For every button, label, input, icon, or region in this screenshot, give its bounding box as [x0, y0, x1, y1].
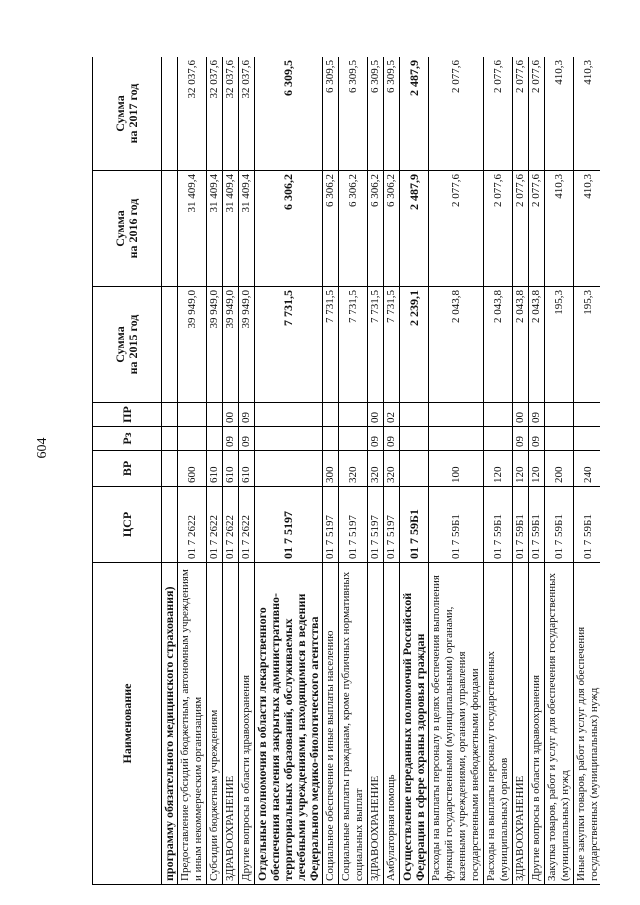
- cell-pr: 09: [529, 403, 545, 427]
- header-sum-2016-line1: Сумма: [113, 210, 127, 247]
- cell-pr: [429, 403, 484, 427]
- cell-sum-2017: 6 309,5: [323, 57, 339, 171]
- table-row: [339, 57, 368, 885]
- cell-sum-2017: 2 077,6: [429, 57, 484, 171]
- table-header-row: [93, 57, 162, 885]
- cell-sum-2016: 6 306,2: [255, 171, 323, 287]
- header-vr: ВР: [93, 451, 162, 487]
- cell-pr: 02: [384, 403, 400, 427]
- cell-sum-2015: 39 949,0: [239, 287, 255, 403]
- header-sum-2017-line2: на 2017 год: [126, 83, 140, 144]
- header-csr: ЦСР: [93, 487, 162, 563]
- cell-name: Субсидии бюджетным учреждениям: [207, 563, 223, 885]
- table-row: [255, 57, 323, 885]
- cell-name: Осуществление переданных полномочий Российской Федерации в сфере охраны здоровья граждан: [400, 563, 429, 885]
- cell-rz: 09: [239, 427, 255, 451]
- rotated-page-area: [92, 57, 600, 885]
- table-row: [400, 57, 429, 885]
- table-body: [162, 57, 601, 885]
- cell-csr: 01 7 2622: [207, 487, 223, 563]
- cell-csr: 01 7 5197: [339, 487, 368, 563]
- cell-name: ЗДРАВООХРАНЕНИЕ: [513, 563, 529, 885]
- cell-vr: 100: [429, 451, 484, 487]
- cell-pr: 00: [513, 403, 529, 427]
- cell-csr: 01 7 2622: [239, 487, 255, 563]
- cell-csr: 01 7 5197: [384, 487, 400, 563]
- cell-sum-2017: 6 309,5: [384, 57, 400, 171]
- cell-csr: 01 7 2622: [223, 487, 239, 563]
- cell-sum-2015: 7 731,5: [323, 287, 339, 403]
- cell-name: ЗДРАВООХРАНЕНИЕ: [223, 563, 239, 885]
- cell-name: Расходы на выплаты персоналу государственных (муниципальных) органов: [484, 563, 513, 885]
- cell-sum-2017: 410,3: [574, 57, 601, 171]
- cell-csr: 01 7 59Б1: [545, 487, 574, 563]
- cell-sum-2017: 2 077,6: [529, 57, 545, 171]
- cell-sum-2017: 6 309,5: [339, 57, 368, 171]
- cell-sum-2017: 32 037,6: [223, 57, 239, 171]
- cell-sum-2015: 39 949,0: [223, 287, 239, 403]
- cell-rz: 09: [223, 427, 239, 451]
- table-row: [223, 57, 239, 885]
- header-sum-2016: [93, 171, 162, 287]
- cell-csr: 01 7 2622: [178, 487, 207, 563]
- cell-vr: [400, 451, 429, 487]
- cell-csr: 01 7 59Б1: [574, 487, 601, 563]
- table-row: [545, 57, 574, 885]
- cell-sum-2016: 31 409,4: [207, 171, 223, 287]
- cell-vr: [255, 451, 323, 487]
- cell-sum-2016: 410,3: [574, 171, 601, 287]
- cell-sum-2016: 6 306,2: [384, 171, 400, 287]
- page-number: 604: [35, 437, 50, 459]
- cell-vr: [162, 451, 178, 487]
- header-sum-2015: [93, 287, 162, 403]
- cell-name: Предоставление субсидий бюджетным, автономным учреждениям и иным некоммерческим организациям: [178, 563, 207, 885]
- budget-table: [92, 57, 600, 885]
- cell-sum-2016: 6 306,2: [368, 171, 384, 287]
- cell-rz: 09: [513, 427, 529, 451]
- cell-csr: 01 7 5197: [323, 487, 339, 563]
- cell-rz: [574, 427, 601, 451]
- cell-sum-2015: 195,3: [574, 287, 601, 403]
- table-row: [239, 57, 255, 885]
- table-row: [323, 57, 339, 885]
- cell-sum-2016: 2 487,9: [400, 171, 429, 287]
- table-row: [484, 57, 513, 885]
- cell-pr: [400, 403, 429, 427]
- cell-pr: [255, 403, 323, 427]
- header-rz: Рз: [93, 427, 162, 451]
- cell-pr: 00: [223, 403, 239, 427]
- cell-rz: [339, 427, 368, 451]
- cell-sum-2016: 2 077,6: [513, 171, 529, 287]
- cell-pr: [162, 403, 178, 427]
- table-row: [384, 57, 400, 885]
- cell-name: программу обязательного медицинского страхования): [162, 563, 178, 885]
- table-row: [513, 57, 529, 885]
- cell-sum-2015: [162, 287, 178, 403]
- cell-rz: 09: [368, 427, 384, 451]
- cell-vr: 610: [207, 451, 223, 487]
- cell-csr: 01 7 59Б1: [400, 487, 429, 563]
- cell-vr: 120: [529, 451, 545, 487]
- cell-vr: 240: [574, 451, 601, 487]
- cell-pr: [207, 403, 223, 427]
- cell-name: Амбулаторная помощь: [384, 563, 400, 885]
- cell-sum-2015: 7 731,5: [384, 287, 400, 403]
- cell-pr: [484, 403, 513, 427]
- cell-rz: 09: [529, 427, 545, 451]
- cell-rz: [400, 427, 429, 451]
- cell-name: Социальное обеспечение и иные выплаты населению: [323, 563, 339, 885]
- cell-vr: 120: [484, 451, 513, 487]
- cell-pr: [323, 403, 339, 427]
- cell-vr: 120: [513, 451, 529, 487]
- cell-sum-2016: 6 306,2: [323, 171, 339, 287]
- cell-sum-2016: 2 077,6: [484, 171, 513, 287]
- table-row: [178, 57, 207, 885]
- cell-sum-2017: 32 037,6: [239, 57, 255, 171]
- cell-sum-2017: 2 487,9: [400, 57, 429, 171]
- cell-vr: 610: [239, 451, 255, 487]
- cell-rz: [162, 427, 178, 451]
- cell-sum-2016: 31 409,4: [239, 171, 255, 287]
- cell-sum-2017: 6 309,5: [255, 57, 323, 171]
- cell-name: Другие вопросы в области здравоохранения: [529, 563, 545, 885]
- cell-rz: 09: [384, 427, 400, 451]
- cell-sum-2015: 7 731,5: [368, 287, 384, 403]
- cell-rz: [545, 427, 574, 451]
- cell-csr: 01 7 59Б1: [429, 487, 484, 563]
- cell-sum-2017: [162, 57, 178, 171]
- cell-sum-2015: 2 043,8: [529, 287, 545, 403]
- table-row: [162, 57, 178, 885]
- cell-csr: 01 7 59Б1: [529, 487, 545, 563]
- cell-sum-2017: 2 077,6: [513, 57, 529, 171]
- cell-sum-2017: 6 309,5: [368, 57, 384, 171]
- cell-name: Отдельные полномочия в области лекарственного обеспечения населения закрытых административно-территориальных образований, обслуживаемых лечебными учреждениями, находящимися в ведении Федерального медико-биологического агентства: [255, 563, 323, 885]
- cell-rz: [323, 427, 339, 451]
- cell-sum-2015: 39 949,0: [178, 287, 207, 403]
- cell-sum-2017: 32 037,6: [178, 57, 207, 171]
- cell-pr: [339, 403, 368, 427]
- cell-csr: 01 7 5197: [255, 487, 323, 563]
- cell-sum-2017: 32 037,6: [207, 57, 223, 171]
- cell-name: Другие вопросы в области здравоохранения: [239, 563, 255, 885]
- header-sum-2015-line1: Сумма: [113, 326, 127, 363]
- cell-csr: 01 7 59Б1: [484, 487, 513, 563]
- header-sum-2017: [93, 57, 162, 171]
- cell-rz: [255, 427, 323, 451]
- cell-vr: 300: [323, 451, 339, 487]
- table-row: [368, 57, 384, 885]
- cell-vr: 320: [368, 451, 384, 487]
- cell-sum-2016: 410,3: [545, 171, 574, 287]
- cell-sum-2015: 2 043,8: [513, 287, 529, 403]
- table-row: [529, 57, 545, 885]
- cell-sum-2016: 31 409,4: [223, 171, 239, 287]
- cell-sum-2016: 2 077,6: [529, 171, 545, 287]
- cell-vr: 320: [384, 451, 400, 487]
- cell-vr: 610: [223, 451, 239, 487]
- cell-rz: [178, 427, 207, 451]
- cell-csr: 01 7 59Б1: [513, 487, 529, 563]
- cell-sum-2015: 2 239,1: [400, 287, 429, 403]
- cell-vr: 200: [545, 451, 574, 487]
- table-row: [574, 57, 601, 885]
- cell-name: ЗДРАВООХРАНЕНИЕ: [368, 563, 384, 885]
- header-pr: ПР: [93, 403, 162, 427]
- header-sum-2017-line1: Сумма: [113, 95, 127, 132]
- cell-sum-2015: 2 043,8: [429, 287, 484, 403]
- cell-sum-2016: 6 306,2: [339, 171, 368, 287]
- cell-rz: [207, 427, 223, 451]
- header-sum-2016-line2: на 2016 год: [126, 198, 140, 259]
- cell-sum-2016: [162, 171, 178, 287]
- rotated-table-container: [92, 57, 600, 885]
- cell-rz: [484, 427, 513, 451]
- header-name: Наименование: [93, 563, 162, 885]
- cell-name: Иные закупки товаров, работ и услуг для обеспечения государственных (муниципальных) нужд: [574, 563, 601, 885]
- cell-csr: [162, 487, 178, 563]
- cell-name: Закупка товаров, работ и услуг для обеспечения государственных (муниципальных) нужд: [545, 563, 574, 885]
- cell-name: Социальные выплаты гражданам, кроме публичных нормативных социальных выплат: [339, 563, 368, 885]
- cell-sum-2015: 195,3: [545, 287, 574, 403]
- cell-name: Расходы на выплаты персоналу в целях обеспечения выполнения функций государственными (муниципальными) органами, казенными учреждениями, органами управления государственными внебюджетными фондами: [429, 563, 484, 885]
- cell-sum-2015: 39 949,0: [207, 287, 223, 403]
- cell-pr: [545, 403, 574, 427]
- cell-vr: 600: [178, 451, 207, 487]
- cell-sum-2016: 31 409,4: [178, 171, 207, 287]
- cell-csr: 01 7 5197: [368, 487, 384, 563]
- cell-pr: 00: [368, 403, 384, 427]
- cell-rz: [429, 427, 484, 451]
- cell-vr: 320: [339, 451, 368, 487]
- cell-sum-2015: 7 731,5: [255, 287, 323, 403]
- cell-sum-2017: 2 077,6: [484, 57, 513, 171]
- cell-pr: [178, 403, 207, 427]
- cell-pr: [574, 403, 601, 427]
- cell-sum-2015: 7 731,5: [339, 287, 368, 403]
- table-row: [429, 57, 484, 885]
- cell-sum-2015: 2 043,8: [484, 287, 513, 403]
- header-sum-2015-line2: на 2015 год: [126, 314, 140, 375]
- cell-sum-2017: 410,3: [545, 57, 574, 171]
- table-row: [207, 57, 223, 885]
- cell-sum-2016: 2 077,6: [429, 171, 484, 287]
- cell-pr: 09: [239, 403, 255, 427]
